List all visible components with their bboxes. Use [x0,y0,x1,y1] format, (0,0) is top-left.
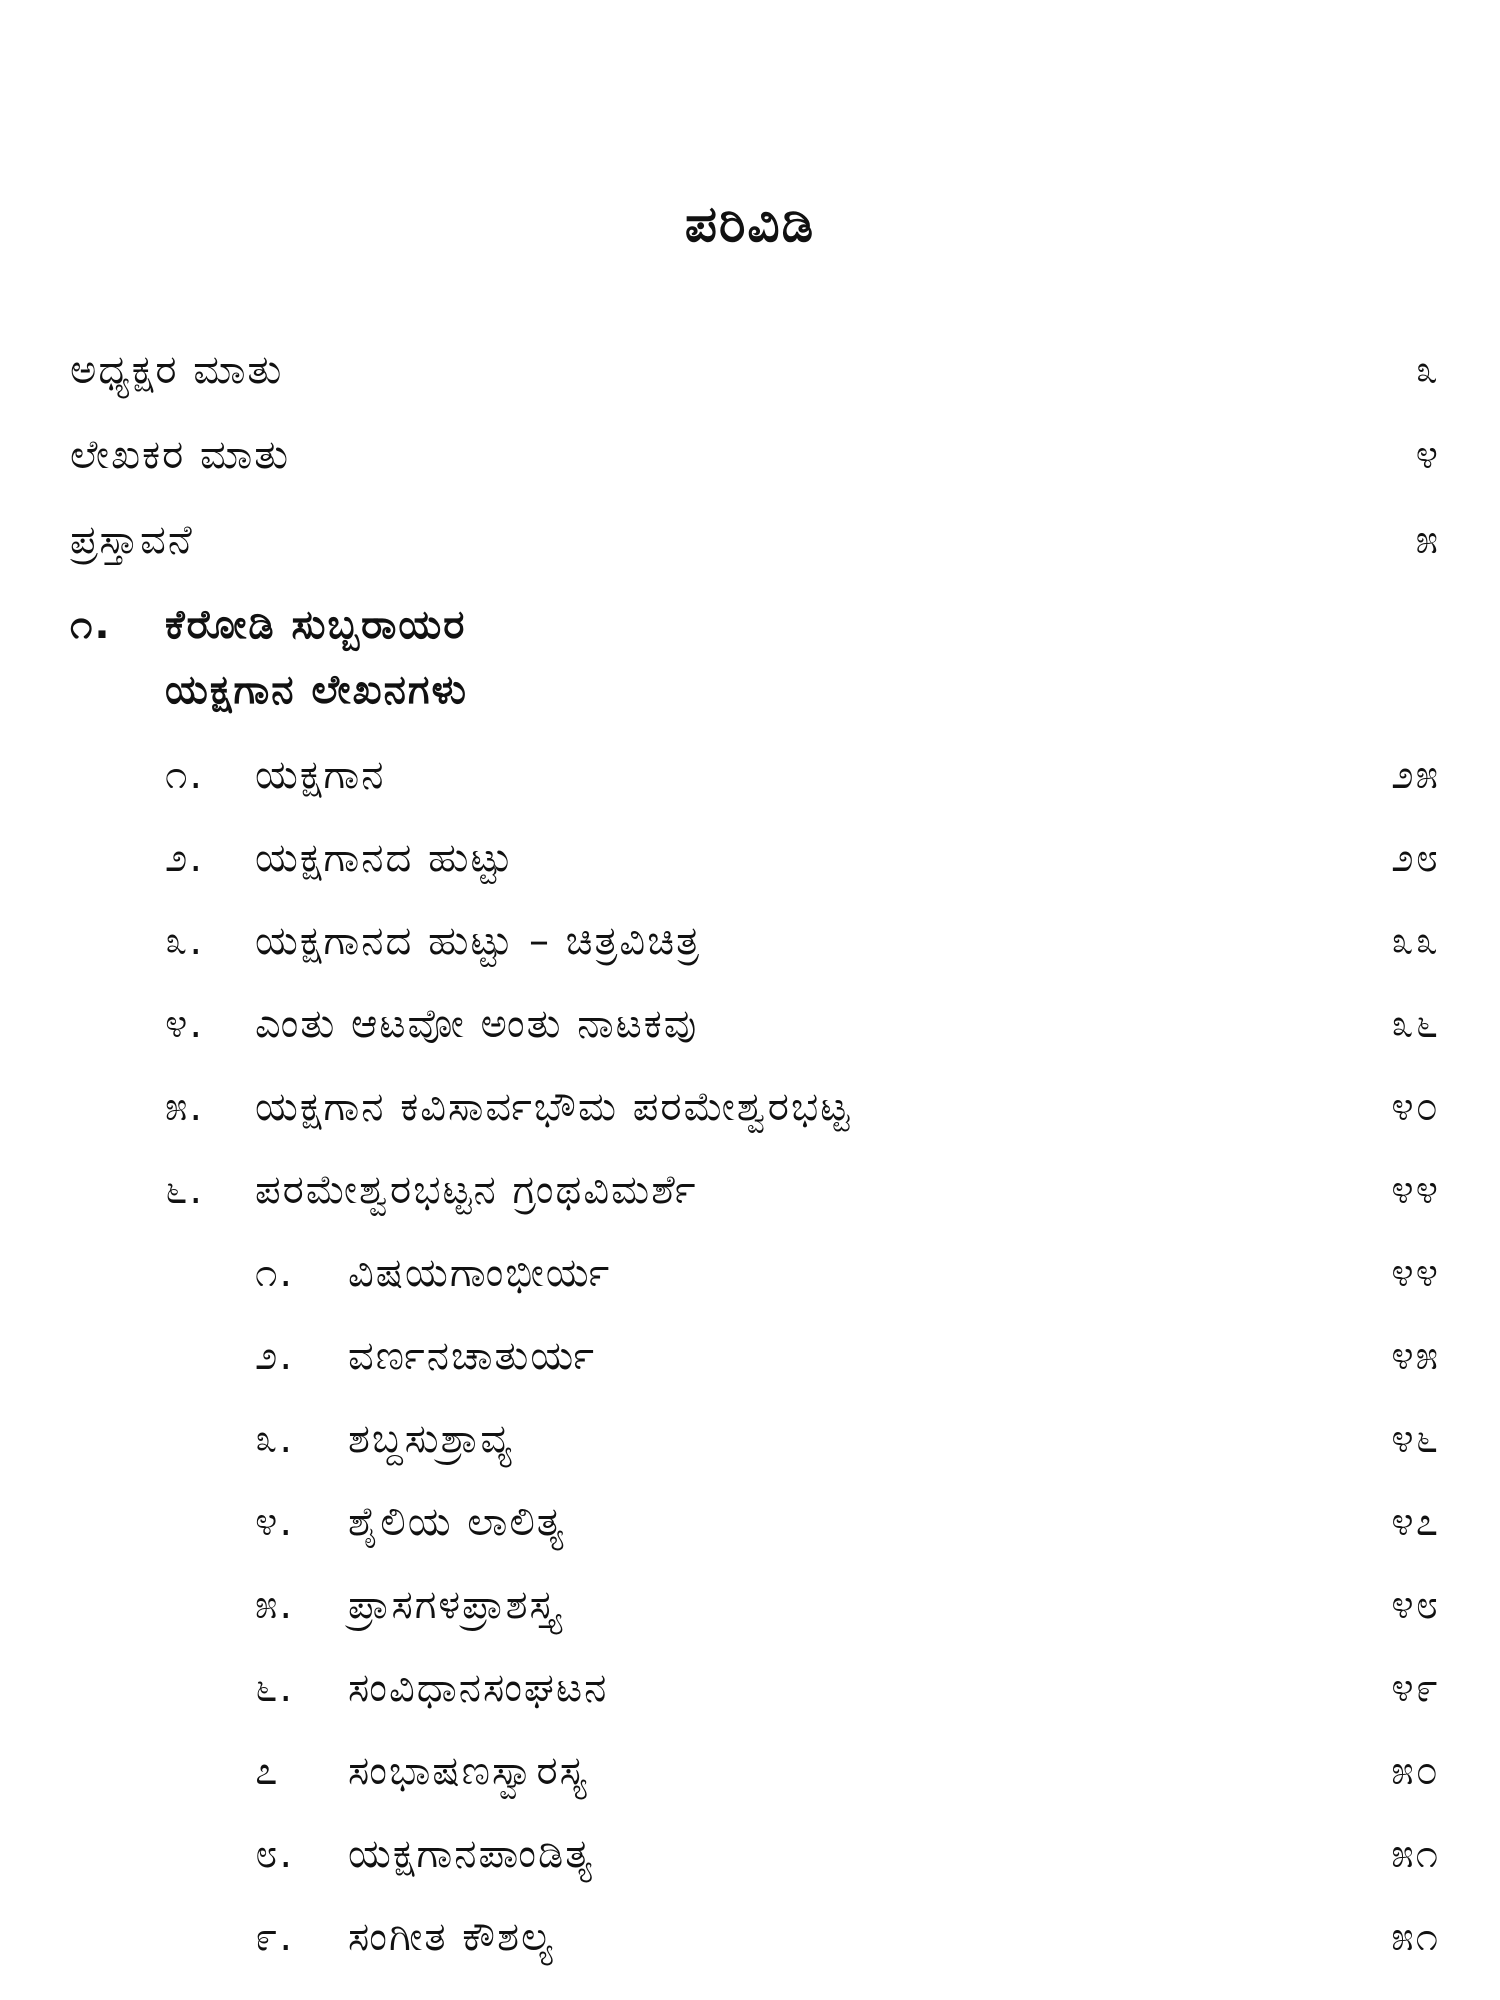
part-number: ೧. [70,602,112,648]
section-page-number: ೫೧ [1391,1914,1440,1960]
section-entry [0,1824,1440,1884]
section-number: ೨. [255,1333,295,1379]
chapter-page-number: ೩೩ [1391,918,1440,964]
section-number: ೬. [255,1665,295,1711]
chapter-number: ೬. [165,1167,205,1213]
entry-title: ಪ್ರಸ್ತಾವನೆ [70,517,194,563]
chapter-number: ೫. [165,1084,205,1130]
section-title: ಶಬ್ದಸುಶ್ರಾವ್ಯ [348,1416,514,1462]
chapter-entry [0,994,1440,1054]
section-entry [0,1907,1440,1967]
section-page-number: ೫೧ [1391,1831,1440,1877]
page-title: ಪರಿವಿಡಿ [684,195,816,253]
section-number: ೧. [255,1250,295,1296]
section-entry [0,1326,1440,1386]
chapter-entry [0,1160,1440,1220]
toc-entry [0,425,1440,485]
chapter-entry [0,828,1440,888]
part-heading [0,595,1440,655]
entry-page-number: ೩ [1415,347,1440,393]
section-entry [0,1575,1440,1635]
chapter-page-number: ೨೮ [1391,835,1440,881]
section-number: ೫. [255,1582,295,1628]
part-title-line1: ಕೆರೋಡಿ ಸುಬ್ಬರಾಯರ [165,602,467,648]
section-entry [0,1492,1440,1552]
section-entry [0,1243,1440,1303]
section-page-number: ೪೮ [1391,1582,1440,1628]
chapter-number: ೩. [165,918,205,964]
section-number: ೯. [255,1914,295,1960]
section-page-number: ೪೬ [1391,1416,1440,1462]
chapter-title: ಯಕ್ಷಗಾನದ ಹುಟ್ಟು – ಚಿತ್ರವಿಚಿತ್ರ [255,918,701,964]
section-title: ಸಂವಿಧಾನಸಂಘಟನ [348,1665,609,1711]
chapter-title: ಯಕ್ಷಗಾನದ ಹುಟ್ಟು [255,835,515,881]
section-number: ೪. [255,1499,295,1545]
chapter-number: ೨. [165,835,205,881]
section-page-number: ೪೪ [1391,1250,1440,1296]
section-entry [0,1409,1440,1469]
entry-page-number: ೫ [1415,517,1440,563]
section-title: ವಿಷಯಗಾಂಭೀರ್ಯ [348,1250,612,1296]
chapter-entry [0,1077,1440,1137]
toc-entry [0,340,1440,400]
toc-entry [0,510,1440,570]
chapter-number: ೧. [165,752,205,798]
chapter-title: ಪರಮೇಶ್ವರಭಟ್ಟನ ಗ್ರಂಥವಿಮರ್ಶೆ [255,1167,698,1213]
section-title: ಪ್ರಾಸಗಳಪ್ರಾಶಸ್ತ್ಯ [348,1582,561,1628]
chapter-title: ಎಂತು ಆಟವೋ ಅಂತು ನಾಟಕವು [255,1001,699,1047]
entry-title: ಅಧ್ಯಕ್ಷರ ಮಾತು [70,347,284,393]
section-title: ವರ್ಣನಚಾತುರ್ಯ [348,1333,596,1379]
section-page-number: ೫೦ [1391,1748,1440,1794]
part-title-line2: ಯಕ್ಷಗಾನ ಲೇಖನಗಳು [165,667,468,713]
section-title: ಯಕ್ಷಗಾನಪಾಂಡಿತ್ಯ [348,1831,594,1877]
section-number: ೭ [255,1748,280,1794]
chapter-page-number: ೩೬ [1391,1001,1440,1047]
chapter-number: ೪. [165,1001,205,1047]
chapter-entry [0,745,1440,805]
chapter-entry [0,911,1440,971]
section-title: ಸಂಭಾಷಣಸ್ವಾರಸ್ಯ [348,1748,589,1794]
part-heading-line2 [0,660,1440,720]
chapter-page-number: ೪೪ [1391,1167,1440,1213]
chapter-title: ಯಕ್ಷಗಾನ ಕವಿಸಾರ್ವಭೌಮ ಪರಮೇಶ್ವರಭಟ್ಟ [255,1084,852,1130]
section-entry [0,1658,1440,1718]
section-number: ೩. [255,1416,295,1462]
chapter-page-number: ೪೦ [1391,1084,1440,1130]
section-number: ೮. [255,1831,295,1877]
chapter-title: ಯಕ್ಷಗಾನ [255,752,386,798]
section-entry [0,1741,1440,1801]
section-title: ಸಂಗೀತ ಕೌಶಲ್ಯ [348,1914,555,1960]
section-page-number: ೪೯ [1391,1665,1440,1711]
chapter-page-number: ೨೫ [1391,752,1440,798]
section-page-number: ೪೭ [1391,1499,1440,1545]
section-page-number: ೪೫ [1391,1333,1440,1379]
section-title: ಶೈಲಿಯ ಲಾಲಿತ್ಯ [348,1499,566,1545]
entry-page-number: ೪ [1415,432,1440,478]
entry-title: ಲೇಖಕರ ಮಾತು [70,432,291,478]
